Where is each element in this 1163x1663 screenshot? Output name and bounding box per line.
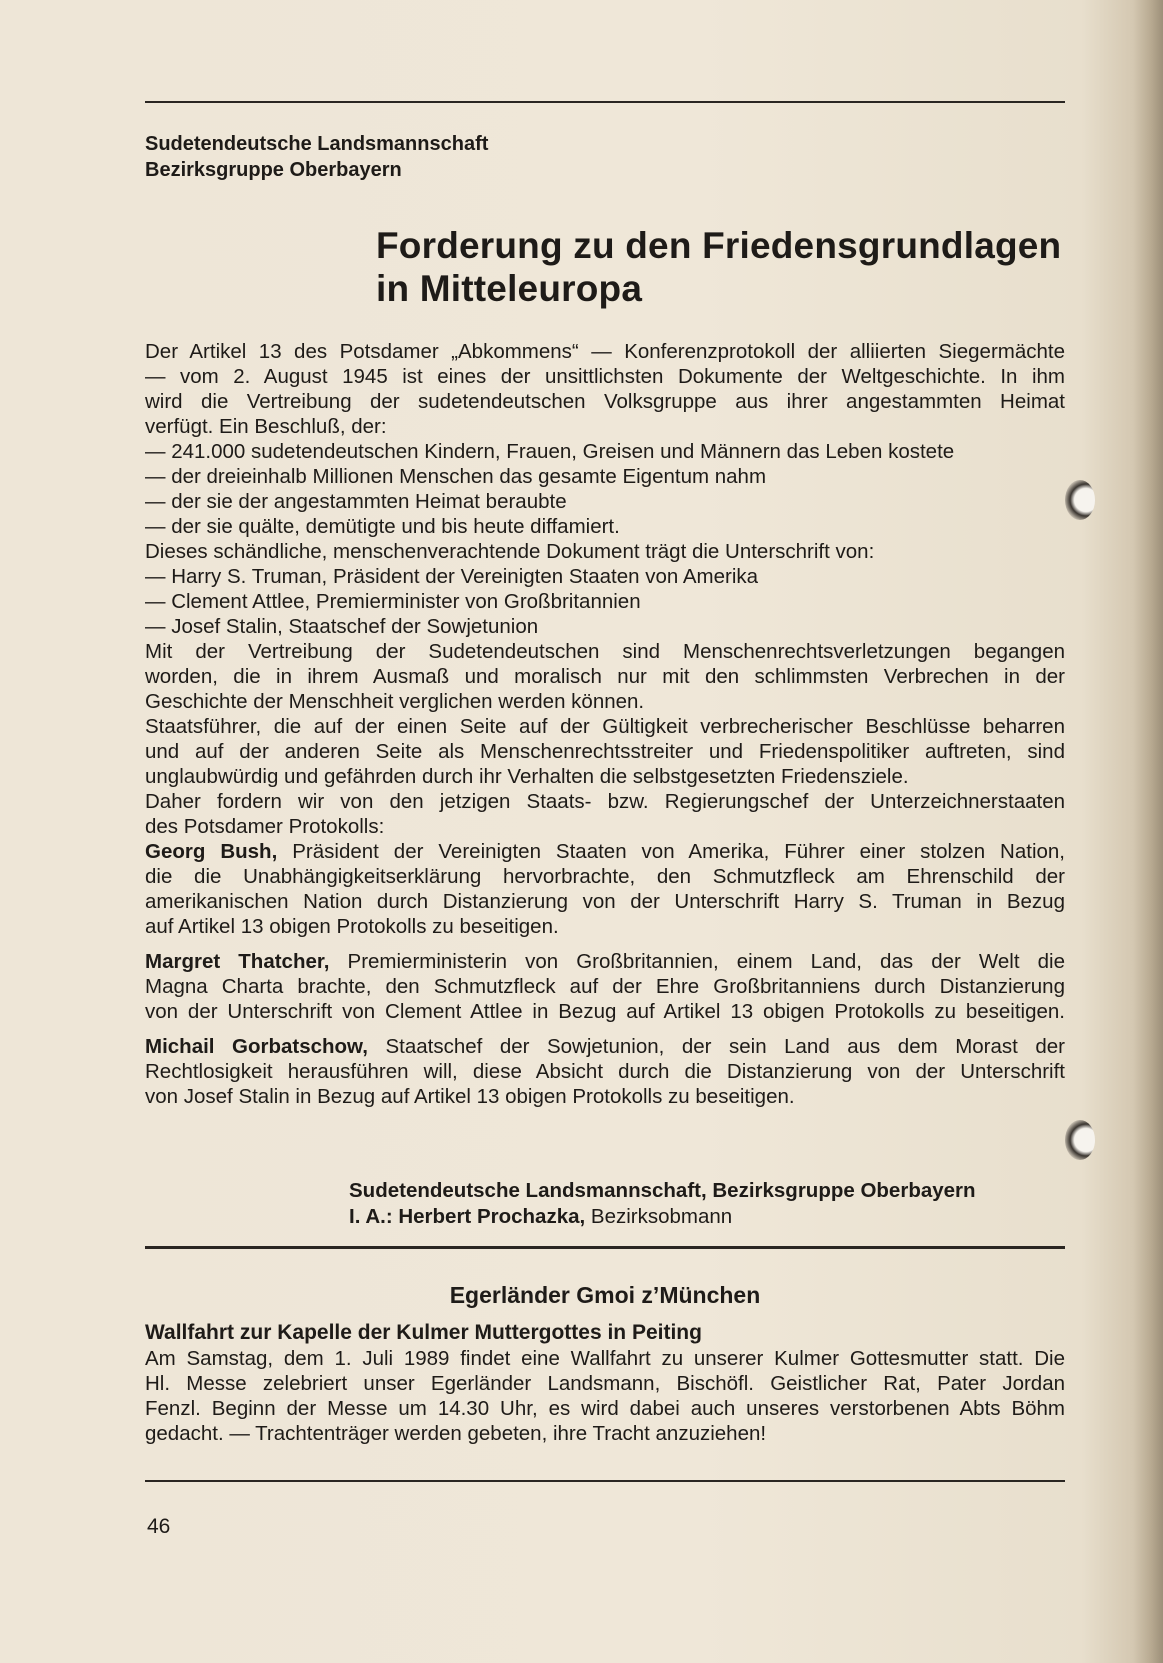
- signature-name: I. A.: Herbert Prochazka,: [349, 1205, 586, 1228]
- top-rule: [145, 101, 1065, 103]
- signature-person: [349, 1204, 976, 1230]
- body-line: Geschichte der Menschheit verglichen werden können.: [145, 690, 645, 713]
- demand-line: von Josef Stalin in Bezug auf Artikel 13 obigen Protokolls zu beseitigen.: [145, 1085, 795, 1108]
- body-line: Dieses schändliche, menschenverachtende Dokument trägt die Unterschrift von:: [145, 540, 875, 563]
- body-line: worden, die in ihrem Ausmaß und moralisch nur mit den schlimmsten Verbrechen in der: [145, 665, 1065, 688]
- section-divider: [145, 1246, 1065, 1249]
- org-line-1: Sudetendeutsche Landsmannschaft: [145, 133, 489, 155]
- list-item: — der sie der angestammten Heimat beraubte: [145, 490, 567, 513]
- demand-gorbatschow: [145, 1034, 1065, 1109]
- body-line: Der Artikel 13 des Potsdamer „Abkommens“ — Konferenzprotokoll der alliierten Siegermächte: [145, 340, 1065, 363]
- list-item: — der sie quälte, demütigte und bis heute diffamiert.: [145, 515, 620, 538]
- demand-text: Premierministerin von Großbritannien, einem Land, das der Welt die: [347, 950, 1065, 973]
- demand-first-line: [145, 949, 1065, 974]
- demand-line: Magna Charta brachte, den Schmutzfleck auf der Ehre Großbritanniens durch Distanzierung: [145, 975, 1065, 998]
- demand-line: auf Artikel 13 obigen Protokolls zu beseitigen.: [145, 915, 559, 938]
- body-line: wird die Vertreibung der sudetendeutschen Volksgruppe aus ihrer angestammten Heimat: [145, 390, 1065, 413]
- demand-name: Michail Gorbatschow,: [145, 1035, 368, 1058]
- body-line: Staatsführer, die auf der einen Seite auf der Gültigkeit verbrecherischer Beschlüsse beharren: [145, 715, 1065, 738]
- demand-text: Präsident der Vereinigten Staaten von Amerika, Führer einer stolzen Nation,: [292, 840, 1066, 863]
- title-line-1: Forderung zu den Friedensgrundlagen: [376, 225, 1062, 266]
- body-line: Am Samstag, dem 1. Juli 1989 findet eine Wallfahrt zu unserer Kulmer Gottesmutter statt. Die: [145, 1347, 1065, 1370]
- org-header: [145, 131, 488, 183]
- demand-text: Staatschef der Sowjetunion, der sein Land aus dem Morast der: [385, 1035, 1065, 1058]
- list-item: — Clement Attlee, Premierminister von Großbritannien: [145, 590, 641, 613]
- section-egerlaender: [145, 1280, 1065, 1446]
- body-line: Daher fordern wir von den jetzigen Staats- bzw. Regierungschef der Unterzeichnerstaaten: [145, 790, 1065, 813]
- body-line: unglaubwürdig und gefährden durch ihr Verhalten die selbstgesetzten Friedensziele.: [145, 765, 909, 788]
- article-body: [145, 339, 1065, 1109]
- signature-role: Bezirksobmann: [590, 1205, 733, 1228]
- body-line: Fenzl. Beginn der Messe um 14.30 Uhr, es wird dabei auch unseres verstorbenen Abts Böhm: [145, 1397, 1065, 1420]
- demand-first-line: [145, 1034, 1065, 1059]
- demand-thatcher: [145, 949, 1065, 1024]
- list-item: — 241.000 sudetendeutschen Kindern, Frauen, Greisen und Männern das Leben kostete: [145, 440, 955, 463]
- list-item: — Josef Stalin, Staatschef der Sowjetunion: [145, 615, 539, 638]
- demand-line: amerikanischen Nation durch Distanzierung von der Unterschrift Harry S. Truman in Bezug: [145, 890, 1065, 913]
- bottom-rule: [145, 1480, 1065, 1482]
- signature-block: [349, 1178, 976, 1230]
- page-edge-shadow: [1133, 0, 1163, 1663]
- demand-line: Rechtlosigkeit herausführen will, diese Absicht durch die Distanzierung von der Unterschrift: [145, 1060, 1065, 1083]
- body-line: verfügt. Ein Beschluß, der:: [145, 415, 387, 438]
- body-line: und auf der anderen Seite als Menschenrechtsstreiter und Friedenspolitiker auftreten, sind: [145, 740, 1065, 763]
- list-item: — der dreieinhalb Millionen Menschen das gesamte Eigentum nahm: [145, 465, 767, 488]
- body-line: Mit der Vertreibung der Sudetendeutschen sind Menschenrechtsverletzungen begangen: [145, 640, 1065, 663]
- article-title: [376, 224, 1061, 310]
- punch-hole-top: [1065, 480, 1095, 520]
- page-number: 46: [147, 1515, 171, 1538]
- section-title: Egerländer Gmoi z’München: [449, 1282, 761, 1308]
- body-line: des Potsdamer Protokolls:: [145, 815, 385, 838]
- title-line-2: in Mitteleuropa: [376, 268, 643, 309]
- punch-hole-bottom: [1065, 1120, 1095, 1160]
- demand-bush: [145, 839, 1065, 939]
- org-line-2: Bezirksgruppe Oberbayern: [145, 159, 402, 181]
- body-line: — vom 2. August 1945 ist eines der unsittlichsten Dokumente der Weltgeschichte. In ihm: [145, 365, 1065, 388]
- demand-name: Margret Thatcher,: [145, 950, 330, 973]
- demand-line: die die Unabhängigkeitserklärung hervorbrachte, den Schmutzfleck am Ehrenschild der: [145, 865, 1065, 888]
- signature-org: Sudetendeutsche Landsmannschaft, Bezirksgruppe Oberbayern: [349, 1179, 976, 1202]
- section-subtitle: Wallfahrt zur Kapelle der Kulmer Muttergottes in Peiting: [145, 1321, 702, 1344]
- demand-first-line: [145, 839, 1065, 864]
- demand-name: Georg Bush,: [145, 840, 278, 863]
- list-item: — Harry S. Truman, Präsident der Vereinigten Staaten von Amerika: [145, 565, 759, 588]
- body-line: gedacht. — Trachtenträger werden gebeten, ihre Tracht anzuziehen!: [145, 1422, 767, 1445]
- body-line: Hl. Messe zelebriert unser Egerländer Landsmann, Bischöfl. Geistlicher Rat, Pater Jordan: [145, 1372, 1065, 1395]
- demand-line: von der Unterschrift von Clement Attlee in Bezug auf Artikel 13 obigen Protokolls zu beseitigen.: [145, 1000, 1065, 1023]
